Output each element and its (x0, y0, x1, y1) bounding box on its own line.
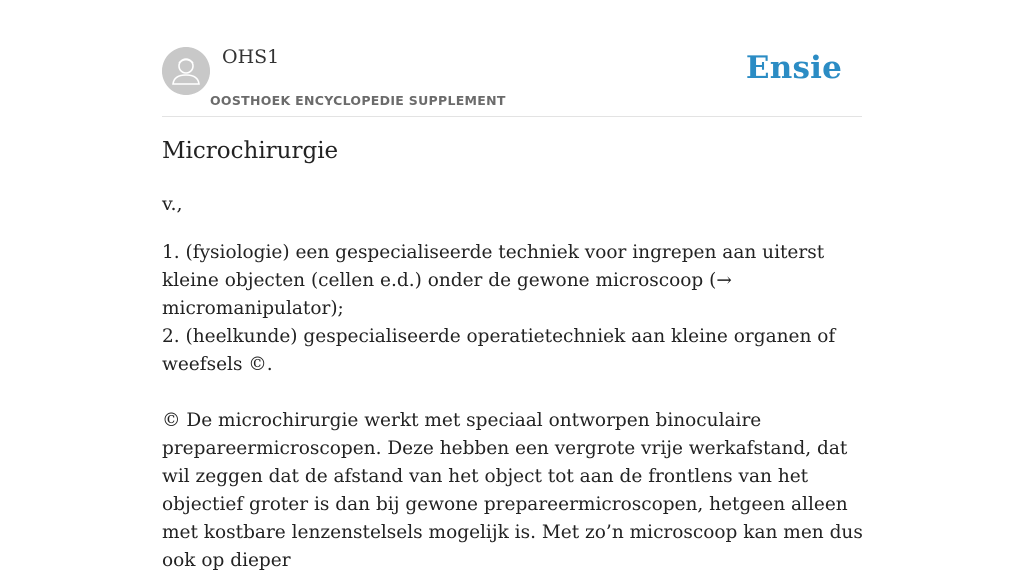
user-icon (162, 47, 210, 95)
source-code[interactable]: OHS1 (222, 46, 280, 68)
paragraph-gap (162, 379, 867, 407)
entry-title: Microchirurgie (162, 138, 339, 164)
entry-body (162, 239, 867, 575)
definition-1: 1. (fysiologie) een gespecialiseerde techniek voor ingrepen aan uiterst kleine objecten (cellen e.d.) onder de gewone microscoop (→ micromanipulator); (162, 242, 825, 319)
definition-2: 2. (heelkunde) gespecialiseerde operatietechniek aan kleine organen of weefsels ©. (162, 326, 836, 375)
entry-paragraph: © De microchirurgie werkt met speciaal ontworpen binoculaire prepareermicroscopen. Deze hebben een vergrote vrije werkafstand, dat wil zeggen dat de afstand van het object tot aan de frontlens van het objectief groter is dan bij gewone prepareermicroscopen, hetgeen alleen met kostbare lenzenstelsels mogelijk is. Met zo’n microscoop kan men dus ook op dieper (162, 410, 863, 571)
avatar[interactable] (162, 47, 210, 95)
source-name[interactable]: OOSTHOEK ENCYCLOPEDIE SUPPLEMENT (210, 93, 506, 108)
source-header (162, 46, 862, 117)
ensie-logo[interactable]: Ensie (745, 50, 842, 86)
entry-gender: v., (162, 193, 183, 215)
